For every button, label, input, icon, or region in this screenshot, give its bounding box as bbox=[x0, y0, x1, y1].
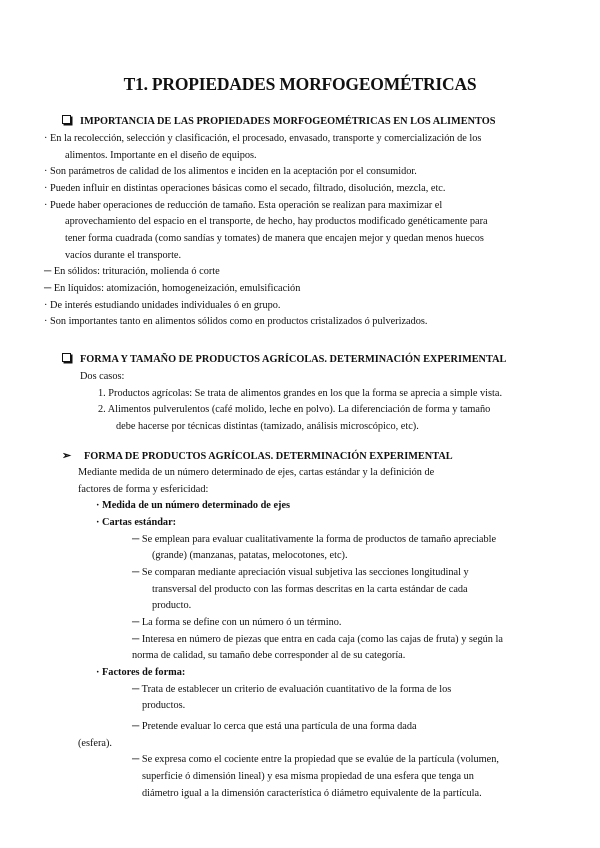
cartas-list bbox=[78, 532, 588, 649]
cartas-item: ─ Interesa en número de piezas que entra en cada caja (como las cajas de fruta) y según la bbox=[132, 633, 503, 645]
case-item: 2. Alimentos pulverulentos (café molido, leche en polvo). La diferenciación de forma y tamaño bbox=[98, 404, 491, 416]
cartas-item-cont: norma de calidad, su tamaño debe corresponder al de su categoría. bbox=[132, 650, 406, 662]
section2-intro: Dos casos: bbox=[80, 371, 125, 382]
factores-item: ─ Trata de establecer un criterio de evaluación cuantitativo de la forma de los bbox=[132, 683, 452, 695]
list-item: · Puede haber operaciones de reducción de tamaño. Esta operación se realizan para maximizar el bbox=[44, 199, 443, 211]
factores-list-2 bbox=[78, 752, 588, 802]
list-item: ─ En sólidos: trituración, molienda ó corte bbox=[44, 266, 220, 278]
subheading-factores: · Factores de forma: bbox=[96, 667, 186, 679]
list-item: · Pueden influir en distintas operaciones básicas como el secado, filtrado, disolución, mezcla, etc. bbox=[44, 183, 446, 195]
cartas-item-cont: (grande) (manzanas, patatas, melocotones, etc). bbox=[152, 550, 348, 562]
factores-item: ─ Se expresa como el cociente entre la propiedad que se evalúe de la partícula (volumen, bbox=[132, 754, 499, 766]
list-item-cont: tener forma cuadrada (como sandías y tomates) de manera que encajen mejor y quedan menos huecos bbox=[65, 233, 484, 245]
cartas-item: ─ Se emplean para evaluar cualitativamente la forma de productos de tamaño apreciable bbox=[132, 533, 497, 545]
list-item-cont: alimentos. Importante en el diseño de equipos. bbox=[65, 149, 257, 161]
cartas-item: ─ La forma se define con un número ó un término. bbox=[132, 617, 342, 629]
factores-item: ─ Pretende evaluar lo cerca que está una partícula de una forma dada bbox=[132, 721, 417, 733]
factores-item-cont: superficie ó dimensión lineal) y esa misma propiedad de una esfera que tenga un bbox=[142, 771, 474, 783]
cartas-item-cont: transversal del producto con las formas descritas en la carta estándar de cada bbox=[152, 583, 468, 595]
list-item: · De interés estudiando unidades individuales ó en grupo. bbox=[44, 299, 281, 311]
section3-intro: factores de forma y esfericidad: bbox=[78, 483, 209, 495]
factores-item-cont: (esfera). bbox=[78, 737, 113, 749]
square-bullet-icon bbox=[62, 115, 71, 124]
page-title: T1. PROPIEDADES MORFOGEOMÉTRICAS bbox=[123, 74, 477, 94]
section2-heading: FORMA Y TAMAÑO DE PRODUCTOS AGRÍCOLAS. DETERMINACIÓN EXPERIMENTAL bbox=[62, 352, 506, 369]
section3-heading: ➢ FORMA DE PRODUCTOS AGRÍCOLAS. DETERMINACIÓN EXPERIMENTAL bbox=[62, 448, 453, 466]
factores-item-cont: diámetro igual a la dimensión característica ó diámetro equivalente de la partícula. bbox=[142, 787, 482, 799]
list-item: · Son importantes tanto en alimentos sólidos como en productos cristalizados ó pulverizados. bbox=[44, 316, 428, 328]
square-bullet-icon bbox=[62, 353, 71, 362]
cartas-item-cont: producto. bbox=[152, 600, 192, 612]
cartas-item: ─ Se comparan mediante apreciación visual subjetiva las secciones longitudinal y bbox=[132, 567, 469, 579]
list-item: · En la recolección, selección y clasificación, el procesado, envasado, transporte y comercialización de los bbox=[44, 133, 482, 144]
subheading-cartas: · Cartas estándar: bbox=[96, 517, 177, 529]
case-item-cont: debe hacerse por técnicas distintas (tamizado, análisis microscópico, etc). bbox=[116, 421, 419, 433]
case-item: 1. Productos agrícolas: Se trata de alimentos grandes en los que la forma se aprecia a simple vista. bbox=[98, 387, 503, 399]
section3-body bbox=[78, 465, 588, 802]
factores-item-cont: productos. bbox=[142, 700, 186, 712]
section1-heading: IMPORTANCIA DE LAS PROPIEDADES MORFOGEOMÉTRICAS EN LOS ALIMENTOS bbox=[62, 114, 495, 131]
list-item: ─ En líquidos: atomización, homogeneización, emulsificación bbox=[44, 283, 301, 295]
arrowhead-icon: ➢ bbox=[62, 450, 72, 462]
list-item: · Son parámetros de calidad de los alimentos e inciden en la aceptación por el consumidor. bbox=[44, 166, 417, 178]
section2-body bbox=[80, 369, 590, 436]
section1-list bbox=[44, 131, 584, 331]
subheading-ejes: · Medida de un número determinado de ejes bbox=[96, 500, 291, 512]
factores-list bbox=[78, 682, 588, 736]
list-item-cont: vacíos durante el transporte. bbox=[65, 249, 182, 261]
list-item-cont: aprovechamiento del espacio en el transporte, de hecho, hay productos modificado genéticamente para bbox=[65, 216, 488, 228]
section3-intro: Mediante medida de un número determinado de ejes, cartas estándar y la definición de bbox=[78, 467, 435, 478]
